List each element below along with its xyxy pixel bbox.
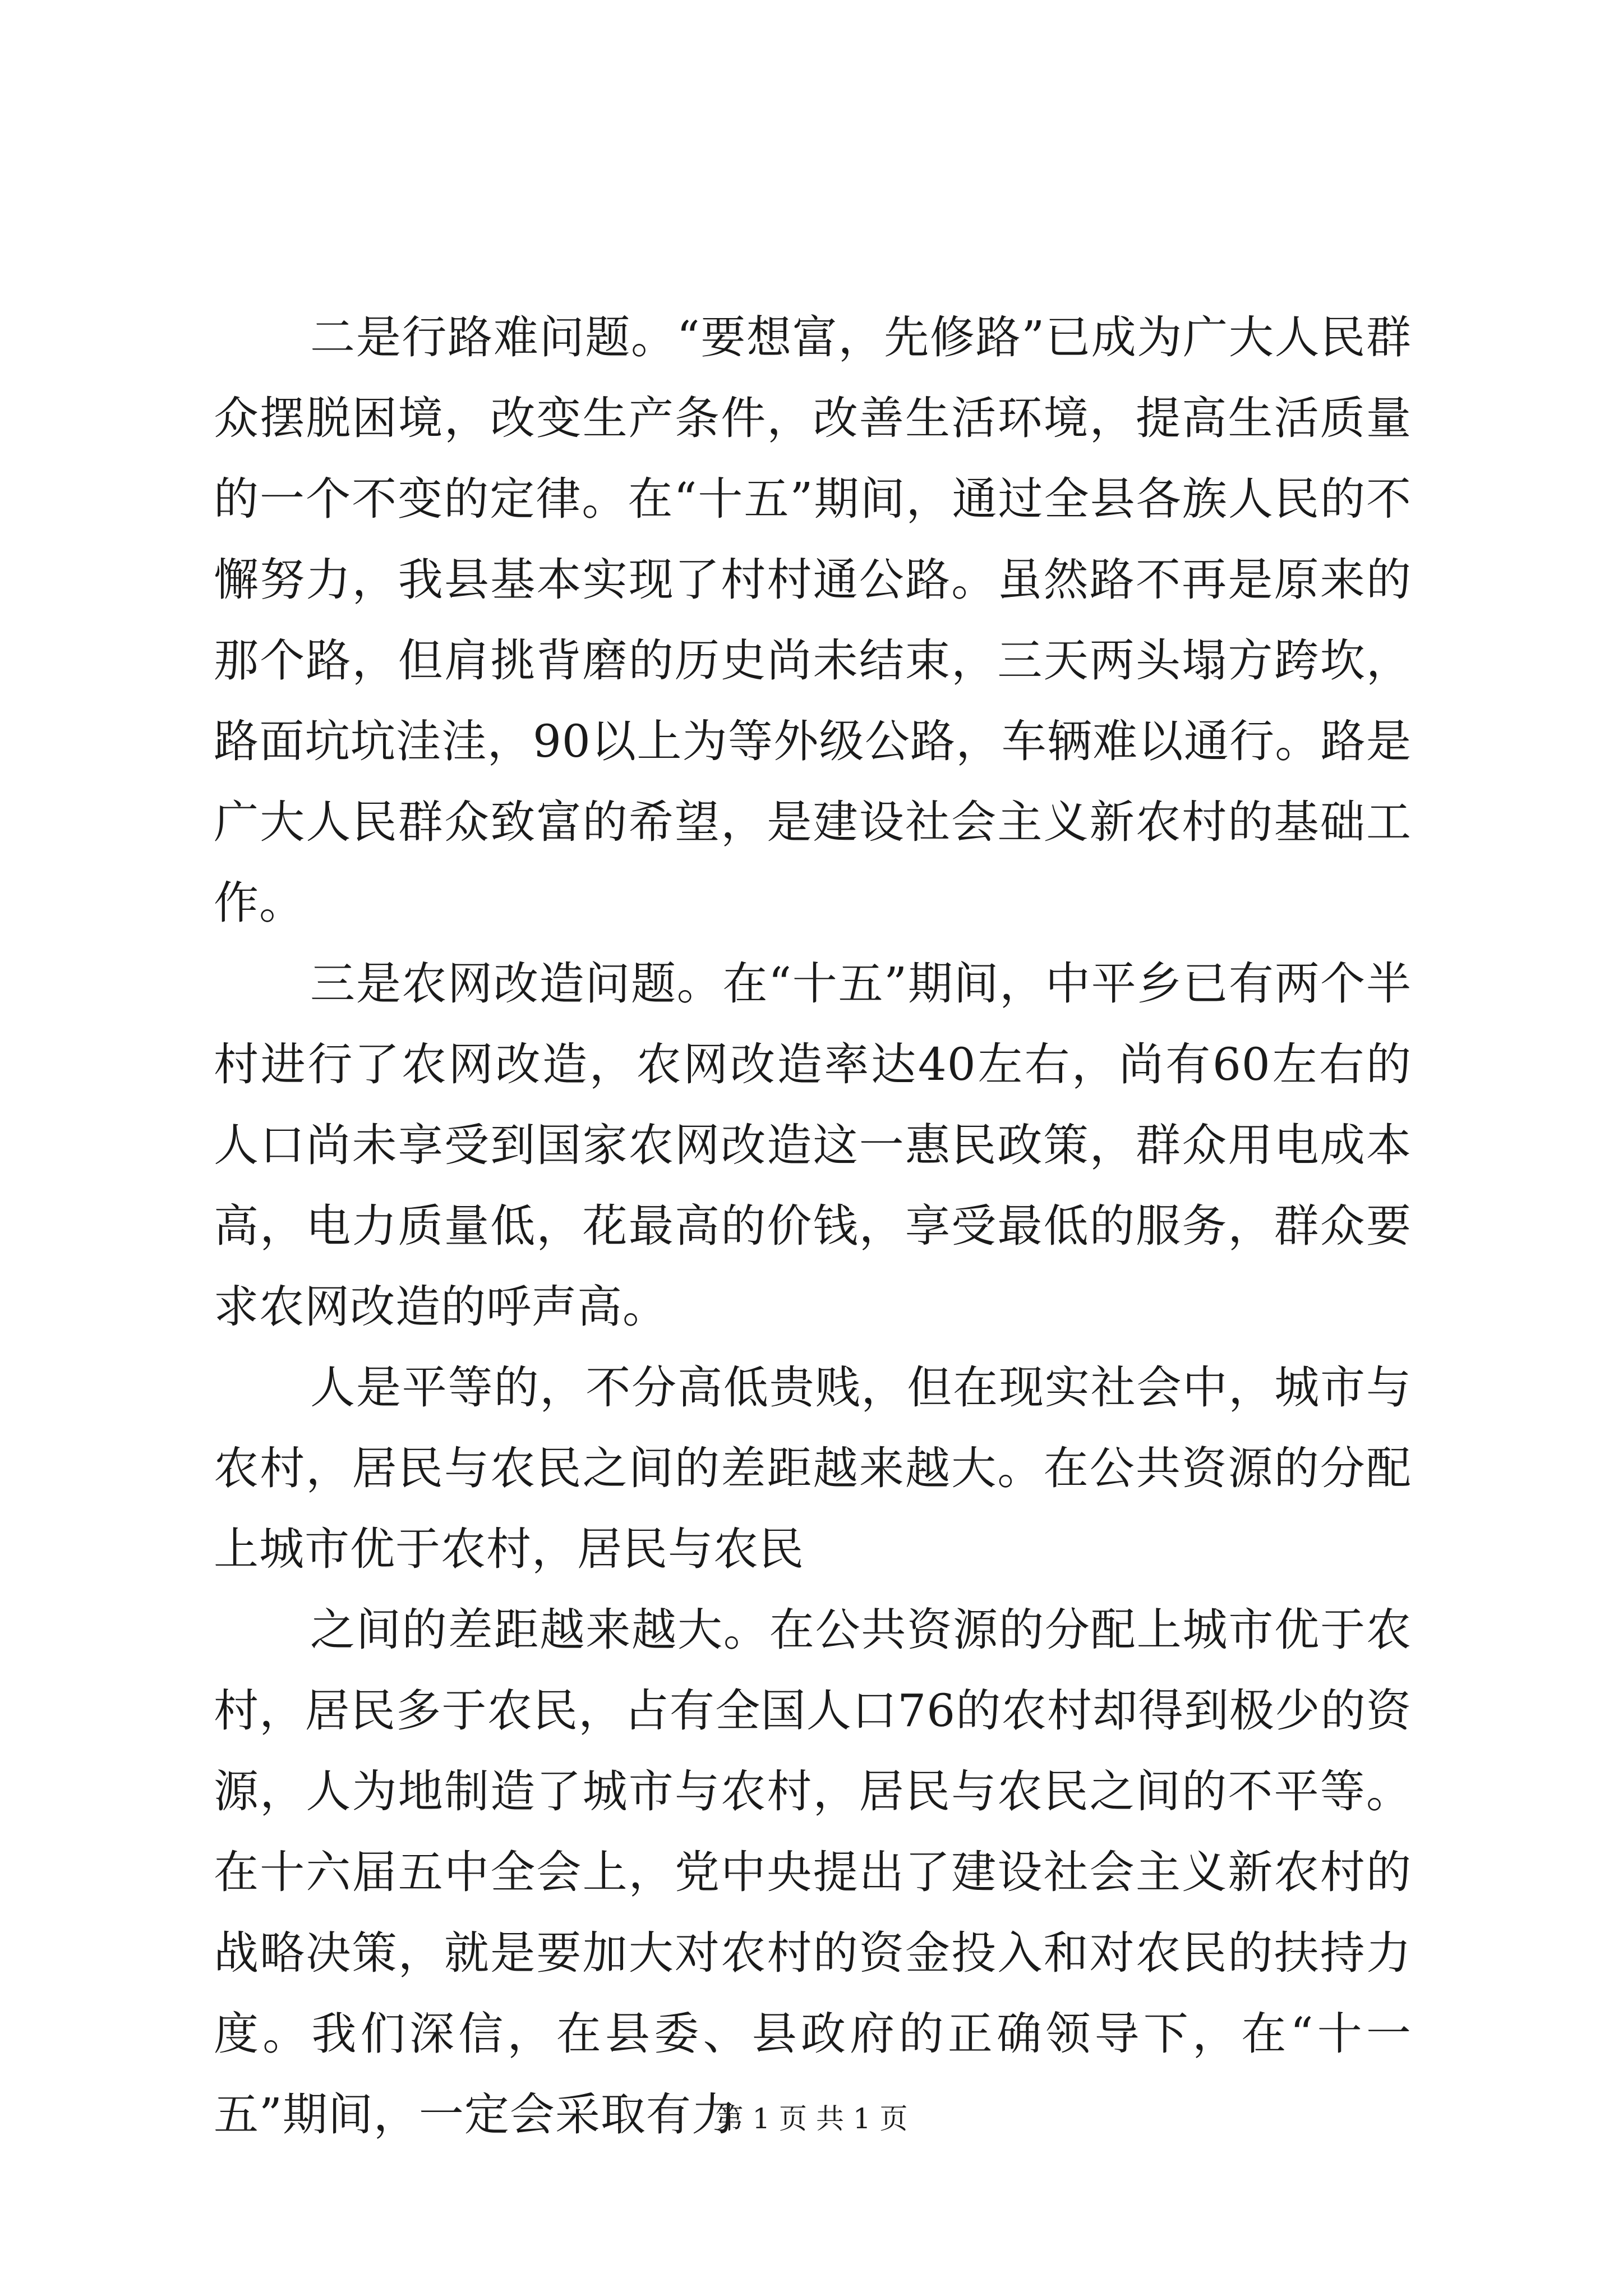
paragraph-equality: 人是平等的，不分高低贵贱，但在现实社会中，城市与农村，居民与农民之间的差距越来越大。在公共资源的分配上城市优于农村，居民与农民 — [214, 1361, 1412, 1575]
paragraph-grid-upgrade: 三是农网改造问题。在“十五”期间，中平乡已有两个半村进行了农网改造，农网改造率达40左右，尚有60左右的人口尚未享受到国家农网改造这一惠民政策，群众用电成本高，电力质量低，花最高的价钱，享受最低的服务，群众要求农网改造的呼声高。 — [214, 958, 1412, 1333]
page-footer: 第 1 页 共 1 页 — [715, 2102, 908, 2135]
document-body — [214, 297, 1412, 2155]
paragraph-resource-gap: 之间的差距越来越大。在公共资源的分配上城市优于农村，居民多于农民，占有全国人口76的农村却得到极少的资源，人为地制造了城市与农村，居民与农民之间的不平等。在十六届五中全会上，党中央提出了建设社会主义新农村的战略决策，就是要加大对农村的资金投入和对农民的扶持力度。我们深信，在县委、县政府的正确领导下，在“十一五”期间，一定会采取有力 — [214, 1604, 1412, 2141]
paragraph-road-problem: 二是行路难问题。“要想富，先修路”已成为广大人民群众摆脱困境，改变生产条件，改善生活环境，提高生活质量的一个不变的定律。在“十五”期间，通过全县各族人民的不懈努力，我县基本实现了村村通公路。虽然路不再是原来的那个路，但肩挑背磨的历史尚未结束，三天两头塌方跨坎，路面坑坑洼洼，90以上为等外级公路，车辆难以通行。路是广大人民群众致富的希望，是建设社会主义新农村的基础工作。 — [214, 311, 1412, 929]
